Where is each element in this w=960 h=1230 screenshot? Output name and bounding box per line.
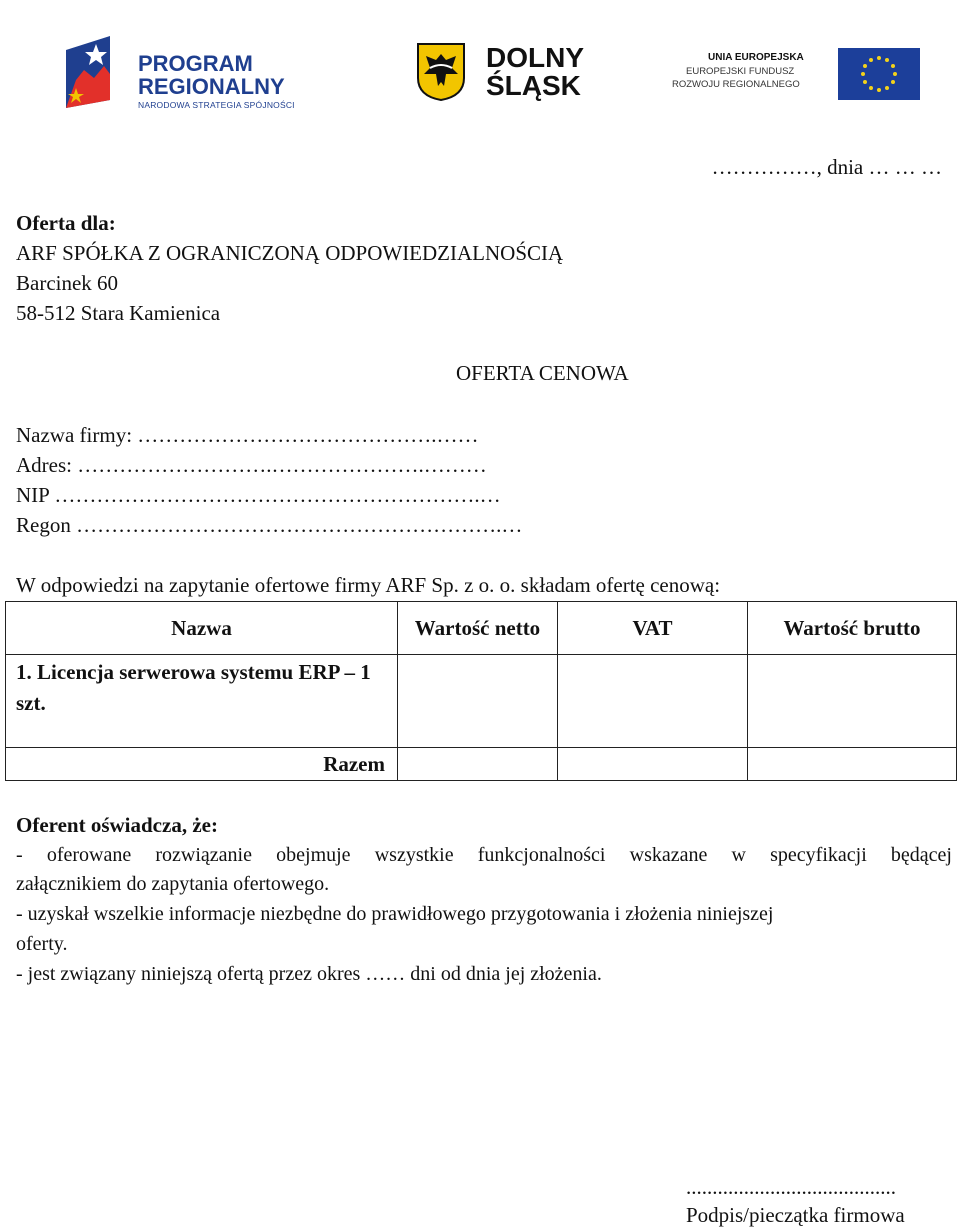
recipient-label: Oferta dla: [16, 211, 116, 235]
program-logo-line2: REGIONALNY [138, 74, 285, 99]
total-label: Razem [6, 748, 398, 781]
header-netto: Wartość netto [398, 602, 558, 655]
regon-label: Regon [16, 513, 77, 537]
dolny-slask-logo [416, 42, 616, 106]
company-label: Nazwa firmy: [16, 423, 138, 447]
eu-logo-line2: EUROPEJSKI FUNDUSZ [686, 66, 795, 77]
offer-table [5, 601, 957, 781]
company-field [16, 420, 479, 450]
declaration-item-1-line-2: załącznikiem do zapytania ofertowego. [16, 873, 330, 895]
star-flag-icon [58, 30, 128, 110]
declaration-heading: Oferent oświadcza, że: [16, 813, 218, 837]
declaration-item-2-line-2: oferty. [16, 933, 68, 955]
table-header-row [6, 602, 957, 655]
signature-dots: ........................................ [686, 1175, 896, 1199]
recipient-name: ARF SPÓŁKA Z OGRANICZONĄ ODPOWIEDZIALNOŚCIĄ [16, 241, 564, 265]
declaration-item-1-line-1: - oferowane rozwiązanie obejmuje wszystkie funkcjonalności wskazane w specyfikacji będącej [16, 844, 952, 866]
program-logo-line1: PROGRAM [138, 51, 253, 76]
program-logo-line3: NARODOWA STRATEGIA SPÓJNOŚCI [138, 100, 295, 110]
header-vat: VAT [558, 602, 748, 655]
recipient-city: 58-512 Stara Kamienica [16, 301, 221, 325]
total-netto-cell [398, 748, 558, 781]
dolny-logo-line1: DOLNY [486, 42, 584, 73]
eu-logo-line3: ROZWOJU REGIONALNEGO [672, 79, 800, 90]
address-value: ……………………….………………….……… [77, 453, 487, 477]
regon-field [16, 510, 522, 540]
header-nazwa: Nazwa [6, 602, 398, 655]
header-brutto: Wartość brutto [748, 602, 957, 655]
header-logos [0, 0, 960, 150]
address-field [16, 450, 487, 480]
eu-logo [672, 48, 932, 104]
nip-value: …………………………………………………….… [54, 483, 501, 507]
date-line: ……………, dnia … … … [711, 155, 942, 179]
declaration-item-2-line-1: - uzyskał wszelkie informacje niezbędne do prawidłowego przygotowania i złożenia niniejszej [16, 903, 774, 925]
row-name: 1. Licencja serwerowa systemu ERP – 1 szt. [6, 655, 398, 748]
intro-text: W odpowiedzi na zapytanie ofertowe firmy ARF Sp. z o. o. składam ofertę cenową: [16, 573, 721, 597]
company-value: …………………………………….…… [137, 423, 479, 447]
regon-value: …………………………………………………….… [76, 513, 523, 537]
table-row [6, 655, 957, 748]
nip-field [16, 480, 501, 510]
address-label: Adres: [16, 453, 78, 477]
program-regionalny-logo [58, 30, 358, 120]
row-vat-cell [558, 655, 748, 748]
row-brutto-cell [748, 655, 957, 748]
total-vat-cell [558, 748, 748, 781]
eu-logo-line1: UNIA EUROPEJSKA [708, 52, 804, 63]
page-title: OFERTA CENOWA [456, 361, 629, 385]
eagle-crest-icon [416, 42, 466, 102]
eu-flag-icon [838, 48, 920, 100]
signature-label: Podpis/pieczątka firmowa [686, 1203, 905, 1227]
recipient-street: Barcinek 60 [16, 271, 119, 295]
declaration-item-3: - jest związany niniejszą ofertą przez okres …… dni od dnia jej złożenia. [16, 963, 602, 985]
total-brutto-cell [748, 748, 957, 781]
row-netto-cell [398, 655, 558, 748]
table-total-row [6, 748, 957, 781]
dolny-logo-line2: ŚLĄSK [486, 70, 581, 101]
nip-label: NIP [16, 483, 55, 507]
